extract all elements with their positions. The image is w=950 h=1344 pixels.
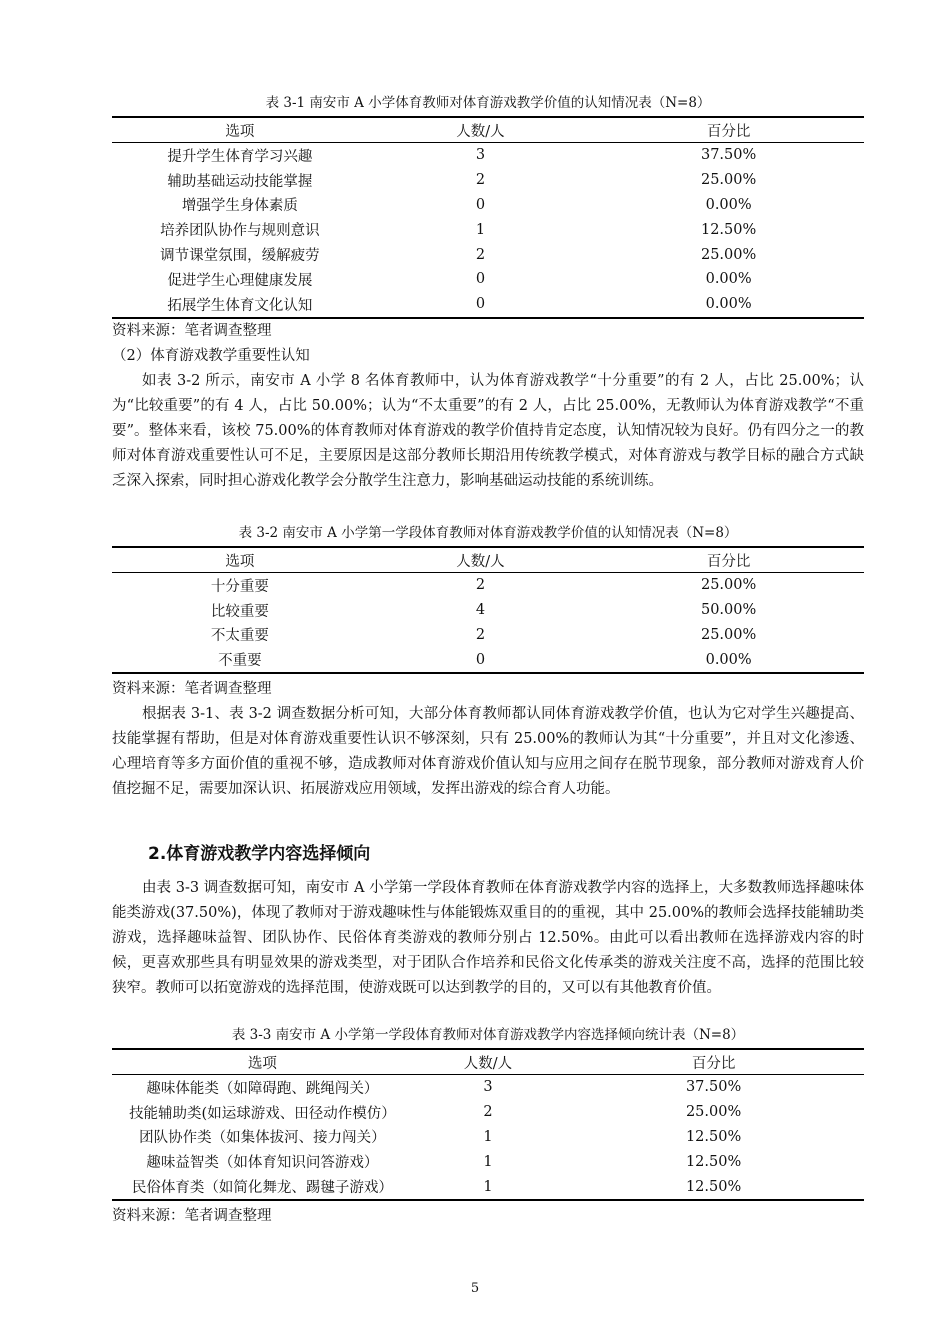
table-cell: 12.50%	[563, 1174, 864, 1200]
table-row	[112, 168, 864, 193]
table-cell: 十分重要	[210, 578, 269, 595]
table3-source: 资料来源：笔者调查整理	[112, 1208, 272, 1224]
table-cell: 0	[475, 271, 486, 288]
table-cell: 培养团队协作与规则意识	[160, 223, 320, 240]
table-cell: 37.50%	[700, 147, 757, 164]
table-cell: 25.00%	[700, 626, 757, 643]
table-cell: 技能辅助类(如运球游戏、田径动作模仿）	[129, 1105, 396, 1122]
subheading: （2）体育游戏教学重要性认知	[112, 348, 310, 364]
table-row	[112, 598, 864, 623]
table-row	[112, 143, 864, 168]
table-cell: 25.00%	[700, 246, 757, 263]
table-cell: 0.00%	[593, 292, 864, 318]
table-cell: 促进学生心理健康发展	[167, 272, 313, 289]
table-cell: 25.00%	[685, 1104, 742, 1121]
table-header-cell: 选项	[112, 547, 368, 573]
table-cell: 趣味体能类（如障碍跑、跳绳闯关）	[146, 1080, 379, 1097]
table-cell: 民俗体育类（如简化舞龙、踢毽子游戏）	[112, 1174, 413, 1200]
table-cell: 2	[475, 626, 486, 643]
table-cell: 0	[368, 292, 594, 318]
table-header-cell: 选项	[112, 1049, 413, 1075]
table-cell: 12.50%	[685, 1153, 742, 1170]
table-cell: 0	[475, 196, 486, 213]
table-cell: 不重要	[112, 647, 368, 673]
table-row	[112, 1125, 864, 1150]
paragraph-2: 根据表 3-1、表 3-2 调查数据分析可知，大部分体育教师都认同体育游戏教学价值，也认为它对学生兴趣提高、技能掌握有帮助，但是对体育游戏重要性认识不够深刻，只有 25.00%的教师认为其“十分重要”，并且对文化渗透、心理培育等多方面价值的重视不够，造成教师对体育游戏价值认知与应用之间存在脱节现象，部分教师对游戏育人价值挖掘不足，需要加深认识、拓展游戏应用领域，发挥出游戏的综合育人功能。	[112, 706, 864, 797]
table-row	[112, 267, 864, 292]
table-cell: 4	[475, 602, 486, 619]
table1	[112, 116, 864, 319]
table2	[112, 546, 864, 674]
table-cell: 25.00%	[700, 172, 757, 189]
table-row	[112, 217, 864, 242]
table-row	[112, 1149, 864, 1174]
table-row	[112, 573, 864, 598]
table-cell: 1	[413, 1174, 563, 1200]
table1-source: 资料来源：笔者调查整理	[112, 323, 272, 339]
table-header-cell: 百分比	[563, 1049, 864, 1075]
table-cell: 0.00%	[705, 196, 752, 213]
table-header-cell: 百分比	[593, 117, 864, 143]
table-cell: 25.00%	[700, 577, 757, 594]
table-cell: 拓展学生体育文化认知	[112, 292, 368, 318]
table1-caption: 表 3-1 南安市 A 小学体育教师对体育游戏教学价值的认知情况表（N=8）	[265, 95, 711, 111]
table-cell: 0	[368, 647, 594, 673]
table-cell: 3	[483, 1079, 493, 1096]
table-cell: 1	[483, 1153, 493, 1170]
table-header-cell: 选项	[112, 117, 368, 143]
table-cell: 50.00%	[700, 602, 757, 619]
table2-source: 资料来源：笔者调查整理	[112, 681, 272, 697]
table-cell: 12.50%	[700, 221, 757, 238]
table-header-row	[112, 1049, 864, 1075]
table-cell: 2	[483, 1104, 493, 1121]
table-header-cell: 人数/人	[368, 117, 594, 143]
table-row	[112, 623, 864, 648]
table-cell: 不太重要	[210, 628, 269, 645]
table3	[112, 1048, 864, 1201]
table-cell: 调节课堂氛围，缓解疲劳	[160, 248, 320, 265]
table-header-row	[112, 117, 864, 143]
section-heading: 2.体育游戏教学内容选择倾向	[148, 844, 371, 864]
page-number: 5	[470, 1281, 480, 1296]
table-header-cell: 人数/人	[368, 547, 594, 573]
table-row	[112, 292, 864, 318]
table-cell: 趣味益智类（如体育知识问答游戏）	[146, 1155, 379, 1172]
table-header-cell: 百分比	[593, 547, 864, 573]
table-row	[112, 1100, 864, 1125]
table-row	[112, 242, 864, 267]
table-cell: 37.50%	[685, 1079, 742, 1096]
paragraph-3: 由表 3-3 调查数据可知，南安市 A 小学第一学段体育教师在体育游戏教学内容的选择上，大多数教师选择趣味体能类游戏(37.50%)，体现了教师对于游戏趣味性与体能锻炼双重目的的重视，其中 25.00%的教师会选择技能辅助类游戏，选择趣味益智、团队协作、民俗体育类游戏的教师分别占 12.50%。由此可以看出教师在选择游戏内容的时候，更喜欢那些具有明显效果的游戏类型，对于团队合作培养和民俗文化传承类的游戏关注度不高，选择的范围比较狭窄。教师可以拓宽游戏的选择范围，使游戏既可以达到教学的目的，又可以有其他教育价值。	[112, 880, 864, 996]
table-cell: 团队协作类（如集体拔河、接力闯关）	[139, 1130, 386, 1147]
table-cell: 2	[475, 577, 486, 594]
table-cell: 比较重要	[210, 603, 269, 620]
table-cell: 1	[483, 1128, 493, 1145]
table-cell: 1	[475, 221, 486, 238]
table-cell: 3	[475, 147, 486, 164]
table-cell: 0.00%	[705, 271, 752, 288]
table-row	[112, 1174, 864, 1200]
table-header-row	[112, 547, 864, 573]
table-cell: 2	[475, 172, 486, 189]
table2-caption: 表 3-2 南安市 A 小学第一学段体育教师对体育游戏教学价值的认知情况表（N=8）	[238, 525, 738, 541]
table-row	[112, 647, 864, 673]
table-cell: 辅助基础运动技能掌握	[167, 173, 313, 190]
table-cell: 提升学生体育学习兴趣	[167, 148, 313, 165]
table-cell: 2	[475, 246, 486, 263]
table-row	[112, 1075, 864, 1100]
table-cell: 0.00%	[593, 647, 864, 673]
table-cell: 增强学生身体素质	[181, 198, 298, 215]
table-row	[112, 193, 864, 218]
table3-caption: 表 3-3 南安市 A 小学第一学段体育教师对体育游戏教学内容选择倾向统计表（N=8）	[231, 1027, 745, 1043]
paragraph-1: 如表 3-2 所示，南安市 A 小学 8 名体育教师中，认为体育游戏教学“十分重要”的有 2 人，占比 25.00%；认为“比较重要”的有 4 人，占比 50.00%；认为“不太重要”的有 2 人，占比 25.00%，无教师认为体育游戏教学“不重要”。整体来看，该校 75.00%的体育教师对体育游戏的教学价值持肯定态度，认知情况较为良好。仍有四分之一的教师对体育游戏重要性认可不足，主要原因是这部分教师长期沿用传统教学模式，对体育游戏与教学目标的融合方式缺乏深入探索，同时担心游戏化教学会分散学生注意力，影响基础运动技能的系统训练。	[112, 373, 864, 489]
table-cell: 12.50%	[685, 1128, 742, 1145]
table-header-cell: 人数/人	[413, 1049, 563, 1075]
